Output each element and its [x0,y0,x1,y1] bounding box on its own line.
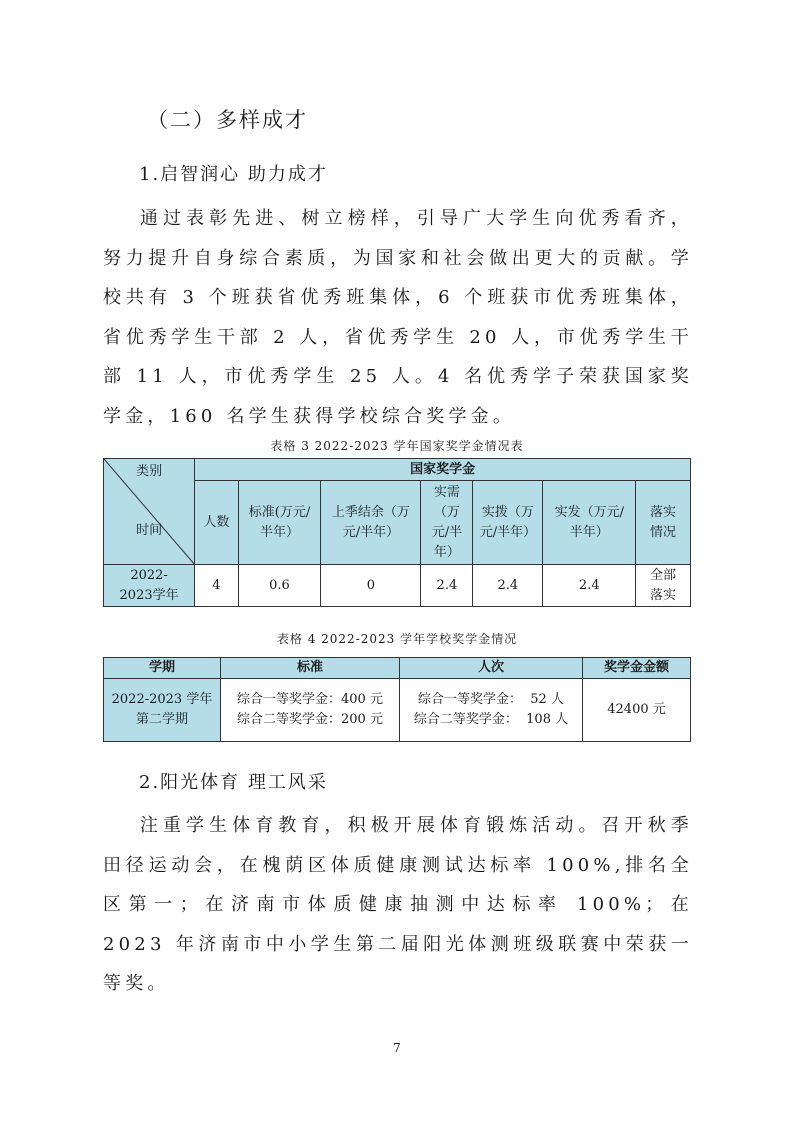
table-row [104,679,691,742]
corner-header-cell [104,459,195,565]
paragraph-1-text: 通过表彰先进、树立榜样，引导广大学生向优秀看齐，努力提升自身综合素质，为国家和社会做出更大的贡献。学校共有 3 个班获省优秀班集体，6 个班获市优秀班集体，省优秀学生干部 2 人，省优秀学生 20 人，市优秀学生干部 11 人，市优秀学生 25 人。4 名优秀学子荣获国家奖学金，160 名学生获得学校综合奖学金。 [103,208,693,427]
table-4-caption: 表格 4 2022-2023 学年学校奖学金情况 [276,632,518,646]
col-header: 上季结余（万元/半年） [321,481,421,565]
paragraph-2-text: 注重学生体育教育，积极开展体育锻炼活动。召开秋季田径运动会，在槐荫区体质健康测试达标率 100%,排名全区第一；在济南市体质健康抽测中达标率 100%；在 2023 年济南市中小学生第二届阳光体测班级联赛中荣获一等奖。 [103,815,693,994]
group-header: 国家奖学金 [195,459,691,481]
col-header: 标准(万元/半年） [238,481,321,565]
col-header: 实拨（万元/半年） [473,481,543,565]
count-first: 综合一等奖学金： 52 人 [418,692,564,707]
paragraph-1 [103,199,693,436]
page-number: 7 [393,1041,401,1055]
cell-count [400,679,583,742]
corner-time-label: 时间 [136,523,163,538]
col-header: 实发（万元/半年） [543,481,636,565]
table-3-caption: 表格 3 2022-2023 学年国家奖学金情况表 [270,439,524,453]
cell-standard: 0.6 [238,565,321,607]
school-scholarship-table [103,657,691,742]
col-header: 人数 [195,481,238,565]
national-scholarship-table [103,458,691,607]
row-period: 2022-2023学年 [104,565,195,607]
cell-amount: 42400 元 [583,679,691,742]
cell-issued: 2.4 [543,565,636,607]
term-semester: 第二学期 [135,712,188,727]
subsection-title-2: 2.阳光体育 理工风采 [139,772,328,793]
col-header: 落实情况 [636,481,691,565]
term-year: 2022-2023 学年 [111,692,213,707]
table-row [104,565,691,607]
cell-carryover: 0 [321,565,421,607]
section-heading: （二）多样成才 [147,108,308,132]
paragraph-2 [103,806,693,1004]
standard-first: 综合一等奖学金：400 元 [237,692,383,707]
col-header: 实需（万元/半年） [421,481,473,565]
cell-standard [221,679,400,742]
col-header: 学期 [104,658,221,679]
count-second: 综合二等奖学金： 108 人 [413,712,569,727]
cell-required: 2.4 [421,565,473,607]
cell-term [104,679,221,742]
cell-implementation: 全部落实 [636,565,691,607]
subsection-title-1: 1.启智润心 助力成才 [139,164,328,185]
col-header: 人次 [400,658,583,679]
standard-second: 综合二等奖学金：200 元 [237,712,383,727]
cell-count: 4 [195,565,238,607]
col-header: 奖学金金额 [583,658,691,679]
cell-allocated: 2.4 [473,565,543,607]
col-header: 标准 [221,658,400,679]
corner-category-label: 类别 [136,464,163,479]
